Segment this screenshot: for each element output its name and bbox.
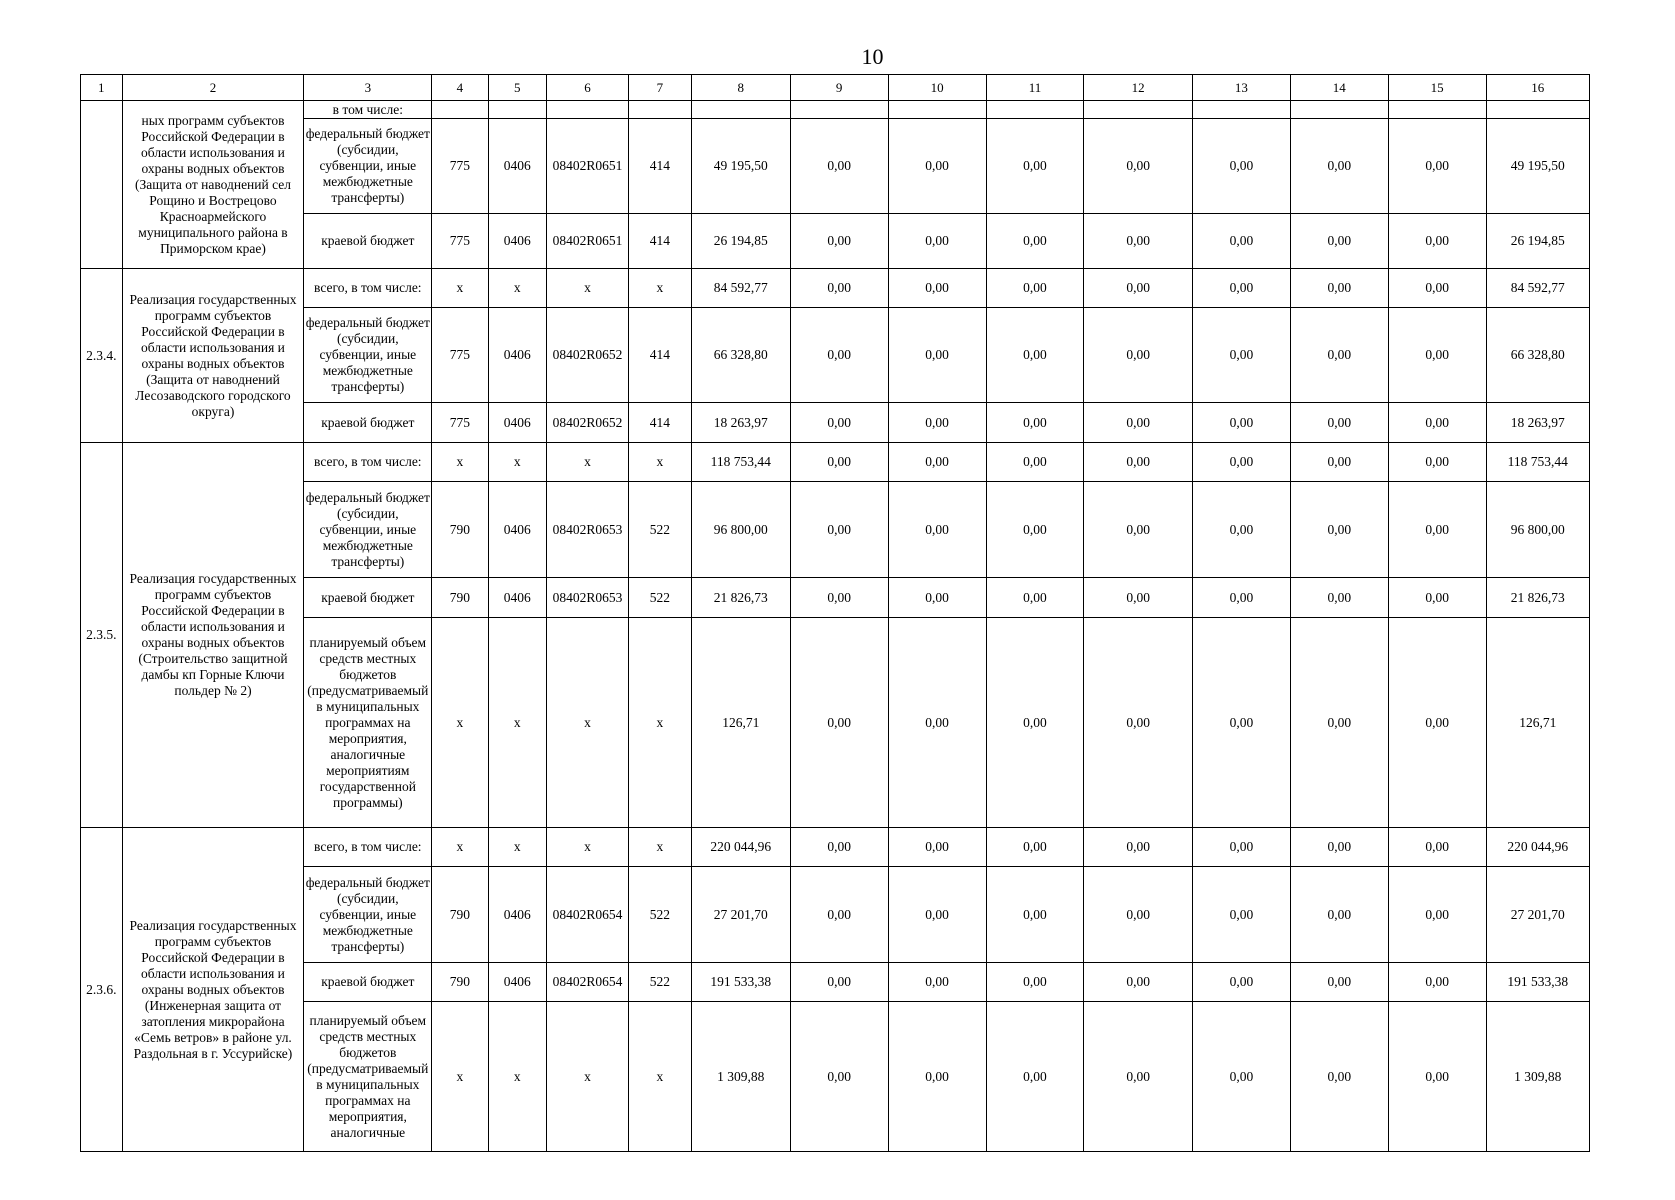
cell-c6: 08402R0653 <box>547 482 629 578</box>
funding-source: в том числе: <box>304 101 432 119</box>
cell-c13: 0,00 <box>1192 867 1290 963</box>
cell-c7: x <box>629 618 692 828</box>
row-description: Реализация государственных программ субъектов Российской Федерации в области использования и охраны водных объектов (Инженерная защита от затопления микрорайона «Семь ветров» в районе ул. Раздольная в г. Уссурийске) <box>122 828 304 1152</box>
cell-c11: 0,00 <box>986 403 1084 443</box>
cell-c10: 0,00 <box>888 618 986 828</box>
cell-c7: x <box>629 443 692 482</box>
col-header: 16 <box>1486 75 1589 101</box>
cell-c8: 18 263,97 <box>691 403 790 443</box>
cell-c5: 0406 <box>488 308 547 403</box>
cell-c10: 0,00 <box>888 867 986 963</box>
cell-c8: 1 309,88 <box>691 1002 790 1152</box>
table-row <box>81 403 1590 443</box>
cell-c6: x <box>547 269 629 308</box>
cell-c14: 0,00 <box>1290 443 1388 482</box>
cell-c8: 96 800,00 <box>691 482 790 578</box>
cell-c12: 0,00 <box>1084 119 1193 214</box>
cell-c5: x <box>488 618 547 828</box>
cell-c13: 0,00 <box>1192 308 1290 403</box>
row-index <box>81 101 123 269</box>
row-index: 2.3.6. <box>81 828 123 1152</box>
funding-source: федеральный бюджет (субсидии, субвенции, иные межбюджетные трансферты) <box>304 119 432 214</box>
cell-c4: x <box>432 269 488 308</box>
cell-c14: 0,00 <box>1290 269 1388 308</box>
cell-c7: 414 <box>629 308 692 403</box>
cell-c4: x <box>432 828 488 867</box>
col-header: 3 <box>304 75 432 101</box>
col-header: 15 <box>1388 75 1486 101</box>
cell-c9: 0,00 <box>790 403 888 443</box>
cell-c16: 84 592,77 <box>1486 269 1589 308</box>
cell-c4: 775 <box>432 403 488 443</box>
cell-c16: 96 800,00 <box>1486 482 1589 578</box>
cell-c15: 0,00 <box>1388 618 1486 828</box>
cell-c9: 0,00 <box>790 308 888 403</box>
cell-c8: 21 826,73 <box>691 578 790 618</box>
cell-c12: 0,00 <box>1084 403 1193 443</box>
cell-c6: x <box>547 443 629 482</box>
page-number: 10 <box>861 44 884 69</box>
cell-c13: 0,00 <box>1192 578 1290 618</box>
col-header: 4 <box>432 75 488 101</box>
cell-c7: 522 <box>629 867 692 963</box>
cell-c6: 08402R0651 <box>547 119 629 214</box>
table-row <box>81 119 1590 214</box>
cell-c9: 0,00 <box>790 482 888 578</box>
funding-source: планируемый объем средств местных бюджетов (предусматриваемый в муниципальных программах на мероприятия, аналогичные мероприятиям государственной программы) <box>304 618 432 828</box>
cell-c11: 0,00 <box>986 482 1084 578</box>
cell-c13: 0,00 <box>1192 1002 1290 1152</box>
cell-c8: 118 753,44 <box>691 443 790 482</box>
cell-c7: 414 <box>629 119 692 214</box>
row-description: Реализация государственных программ субъектов Российской Федерации в области использования и охраны водных объектов (Защита от наводнений Лесозаводского городского округа) <box>122 269 304 443</box>
funding-source: всего, в том числе: <box>304 269 432 308</box>
cell-c5: 0406 <box>488 578 547 618</box>
cell-c11: 0,00 <box>986 269 1084 308</box>
cell-c10: 0,00 <box>888 828 986 867</box>
row-description: Реализация государственных программ субъектов Российской Федерации в области использования и охраны водных объектов (Строительство защитной дамбы кп Горные Ключи польдер № 2) <box>122 443 304 828</box>
cell-c4: x <box>432 443 488 482</box>
cell-c7: 522 <box>629 482 692 578</box>
cell-c6: x <box>547 618 629 828</box>
row-index: 2.3.5. <box>81 443 123 828</box>
cell-c4: 790 <box>432 867 488 963</box>
cell-c4: 775 <box>432 119 488 214</box>
cell-c10: 0,00 <box>888 578 986 618</box>
cell-c13: 0,00 <box>1192 119 1290 214</box>
col-header: 7 <box>629 75 692 101</box>
cell-c14: 0,00 <box>1290 963 1388 1002</box>
cell-c11: 0,00 <box>986 867 1084 963</box>
col-header: 5 <box>488 75 547 101</box>
cell-c14: 0,00 <box>1290 482 1388 578</box>
table-row <box>81 482 1590 578</box>
cell-c6: 08402R0652 <box>547 403 629 443</box>
col-header: 12 <box>1084 75 1193 101</box>
cell-c16: 49 195,50 <box>1486 119 1589 214</box>
cell-c6: x <box>547 828 629 867</box>
cell-c12: 0,00 <box>1084 269 1193 308</box>
table-row <box>81 963 1590 1002</box>
cell-c12: 0,00 <box>1084 214 1193 269</box>
cell-c14: 0,00 <box>1290 828 1388 867</box>
cell-c15: 0,00 <box>1388 963 1486 1002</box>
cell-c11: 0,00 <box>986 443 1084 482</box>
cell-c8: 84 592,77 <box>691 269 790 308</box>
cell-c15: 0,00 <box>1388 308 1486 403</box>
cell-c12: 0,00 <box>1084 1002 1193 1152</box>
cell-c7: 522 <box>629 578 692 618</box>
cell-c4: 775 <box>432 308 488 403</box>
cell-c8: 27 201,70 <box>691 867 790 963</box>
cell-c5: 0406 <box>488 963 547 1002</box>
cell-c7: 522 <box>629 963 692 1002</box>
cell-c15: 0,00 <box>1388 867 1486 963</box>
funding-source: федеральный бюджет (субсидии, субвенции, иные межбюджетные трансферты) <box>304 482 432 578</box>
col-header: 13 <box>1192 75 1290 101</box>
cell-c5: x <box>488 1002 547 1152</box>
cell-c11: 0,00 <box>986 119 1084 214</box>
cell-c8: 26 194,85 <box>691 214 790 269</box>
cell-c16: 191 533,38 <box>1486 963 1589 1002</box>
header-row <box>81 75 1590 101</box>
cell-c4: 790 <box>432 963 488 1002</box>
cell-c11: 0,00 <box>986 214 1084 269</box>
cell-c13: 0,00 <box>1192 214 1290 269</box>
cell-c13: 0,00 <box>1192 963 1290 1002</box>
col-header: 2 <box>122 75 304 101</box>
col-header: 14 <box>1290 75 1388 101</box>
cell-c15: 0,00 <box>1388 214 1486 269</box>
cell-c5: 0406 <box>488 214 547 269</box>
cell-c4: 775 <box>432 214 488 269</box>
cell-c15: 0,00 <box>1388 578 1486 618</box>
cell-c5: x <box>488 269 547 308</box>
cell-c9: 0,00 <box>790 1002 888 1152</box>
table-row <box>81 269 1590 308</box>
cell-c16: 1 309,88 <box>1486 1002 1589 1152</box>
table-row <box>81 578 1590 618</box>
cell-c6: 08402R0651 <box>547 214 629 269</box>
funding-source: краевой бюджет <box>304 403 432 443</box>
cell-c14: 0,00 <box>1290 214 1388 269</box>
cell-c14: 0,00 <box>1290 867 1388 963</box>
cell-c11: 0,00 <box>986 828 1084 867</box>
cell-c11: 0,00 <box>986 578 1084 618</box>
cell-c6: 08402R0654 <box>547 867 629 963</box>
col-header: 11 <box>986 75 1084 101</box>
cell-c12: 0,00 <box>1084 443 1193 482</box>
cell-c9: 0,00 <box>790 963 888 1002</box>
cell-c16: 126,71 <box>1486 618 1589 828</box>
cell-c6: 08402R0654 <box>547 963 629 1002</box>
cell-c13: 0,00 <box>1192 618 1290 828</box>
cell-c4: 790 <box>432 578 488 618</box>
cell-c4: x <box>432 1002 488 1152</box>
table-row <box>81 443 1590 482</box>
cell-c10: 0,00 <box>888 403 986 443</box>
budget-table <box>80 74 1590 1152</box>
cell-c13: 0,00 <box>1192 269 1290 308</box>
table-row <box>81 214 1590 269</box>
table-row <box>81 867 1590 963</box>
table-row <box>81 1002 1590 1152</box>
cell-c16: 18 263,97 <box>1486 403 1589 443</box>
cell-c4: x <box>432 618 488 828</box>
cell-c12: 0,00 <box>1084 618 1193 828</box>
cell-c9: 0,00 <box>790 867 888 963</box>
cell-c7: x <box>629 269 692 308</box>
cell-c14: 0,00 <box>1290 618 1388 828</box>
cell-c6: 08402R0653 <box>547 578 629 618</box>
table-row <box>81 101 1590 119</box>
cell-c8: 191 533,38 <box>691 963 790 1002</box>
cell-c7: x <box>629 1002 692 1152</box>
cell-c12: 0,00 <box>1084 963 1193 1002</box>
cell-c7: 414 <box>629 403 692 443</box>
cell-c5: 0406 <box>488 403 547 443</box>
cell-c10: 0,00 <box>888 214 986 269</box>
cell-c10: 0,00 <box>888 443 986 482</box>
table-row <box>81 828 1590 867</box>
cell-c6: x <box>547 1002 629 1152</box>
funding-source: краевой бюджет <box>304 963 432 1002</box>
cell-c5: 0406 <box>488 867 547 963</box>
cell-c4: 790 <box>432 482 488 578</box>
col-header: 6 <box>547 75 629 101</box>
cell-c9: 0,00 <box>790 214 888 269</box>
cell-c13: 0,00 <box>1192 828 1290 867</box>
funding-source: планируемый объем средств местных бюджетов (предусматриваемый в муниципальных программах на мероприятия, аналогичные <box>304 1002 432 1152</box>
funding-source: краевой бюджет <box>304 214 432 269</box>
cell-c9: 0,00 <box>790 443 888 482</box>
cell-c9: 0,00 <box>790 269 888 308</box>
cell-c5: 0406 <box>488 119 547 214</box>
cell-c16: 220 044,96 <box>1486 828 1589 867</box>
col-header: 8 <box>691 75 790 101</box>
cell-c11: 0,00 <box>986 963 1084 1002</box>
col-header: 10 <box>888 75 986 101</box>
cell-c16: 27 201,70 <box>1486 867 1589 963</box>
cell-c14: 0,00 <box>1290 578 1388 618</box>
table-row <box>81 618 1590 828</box>
cell-c9: 0,00 <box>790 578 888 618</box>
table-row <box>81 308 1590 403</box>
cell-c9: 0,00 <box>790 119 888 214</box>
cell-c8: 49 195,50 <box>691 119 790 214</box>
funding-source: краевой бюджет <box>304 578 432 618</box>
cell-c15: 0,00 <box>1388 482 1486 578</box>
cell-c5: 0406 <box>488 482 547 578</box>
cell-c9: 0,00 <box>790 618 888 828</box>
cell-c16: 66 328,80 <box>1486 308 1589 403</box>
cell-c12: 0,00 <box>1084 578 1193 618</box>
cell-c5: x <box>488 828 547 867</box>
cell-c12: 0,00 <box>1084 867 1193 963</box>
cell-c15: 0,00 <box>1388 1002 1486 1152</box>
cell-c13: 0,00 <box>1192 403 1290 443</box>
cell-c7: 414 <box>629 214 692 269</box>
cell-c16: 26 194,85 <box>1486 214 1589 269</box>
cell-c15: 0,00 <box>1388 403 1486 443</box>
cell-c7: x <box>629 828 692 867</box>
cell-c10: 0,00 <box>888 482 986 578</box>
cell-c8: 220 044,96 <box>691 828 790 867</box>
cell-c12: 0,00 <box>1084 828 1193 867</box>
row-index: 2.3.4. <box>81 269 123 443</box>
cell-c15: 0,00 <box>1388 443 1486 482</box>
col-header: 9 <box>790 75 888 101</box>
col-header: 1 <box>81 75 123 101</box>
funding-source: федеральный бюджет (субсидии, субвенции, иные межбюджетные трансферты) <box>304 867 432 963</box>
cell-c12: 0,00 <box>1084 482 1193 578</box>
cell-c11: 0,00 <box>986 1002 1084 1152</box>
cell-c8: 66 328,80 <box>691 308 790 403</box>
cell-c13: 0,00 <box>1192 482 1290 578</box>
cell-c16: 118 753,44 <box>1486 443 1589 482</box>
cell-c14: 0,00 <box>1290 308 1388 403</box>
cell-c14: 0,00 <box>1290 119 1388 214</box>
funding-source: федеральный бюджет (субсидии, субвенции, иные межбюджетные трансферты) <box>304 308 432 403</box>
cell-c9: 0,00 <box>790 828 888 867</box>
cell-c14: 0,00 <box>1290 403 1388 443</box>
cell-c15: 0,00 <box>1388 119 1486 214</box>
cell-c16: 21 826,73 <box>1486 578 1589 618</box>
cell-c14: 0,00 <box>1290 1002 1388 1152</box>
funding-source: всего, в том числе: <box>304 828 432 867</box>
cell-c5: x <box>488 443 547 482</box>
funding-source: всего, в том числе: <box>304 443 432 482</box>
cell-c11: 0,00 <box>986 618 1084 828</box>
cell-c13: 0,00 <box>1192 443 1290 482</box>
cell-c8: 126,71 <box>691 618 790 828</box>
cell-c6: 08402R0652 <box>547 308 629 403</box>
cell-c15: 0,00 <box>1388 828 1486 867</box>
row-description: ных программ субъектов Российской Федерации в области использования и охраны водных объектов (Защита от наводнений сел Рощино и Вострецово Красноармейского муниципального района в Приморском крае) <box>122 101 304 269</box>
cell-c10: 0,00 <box>888 308 986 403</box>
cell-c10: 0,00 <box>888 1002 986 1152</box>
cell-c10: 0,00 <box>888 963 986 1002</box>
cell-c10: 0,00 <box>888 269 986 308</box>
cell-c11: 0,00 <box>986 308 1084 403</box>
cell-c12: 0,00 <box>1084 308 1193 403</box>
cell-c15: 0,00 <box>1388 269 1486 308</box>
cell-c10: 0,00 <box>888 119 986 214</box>
